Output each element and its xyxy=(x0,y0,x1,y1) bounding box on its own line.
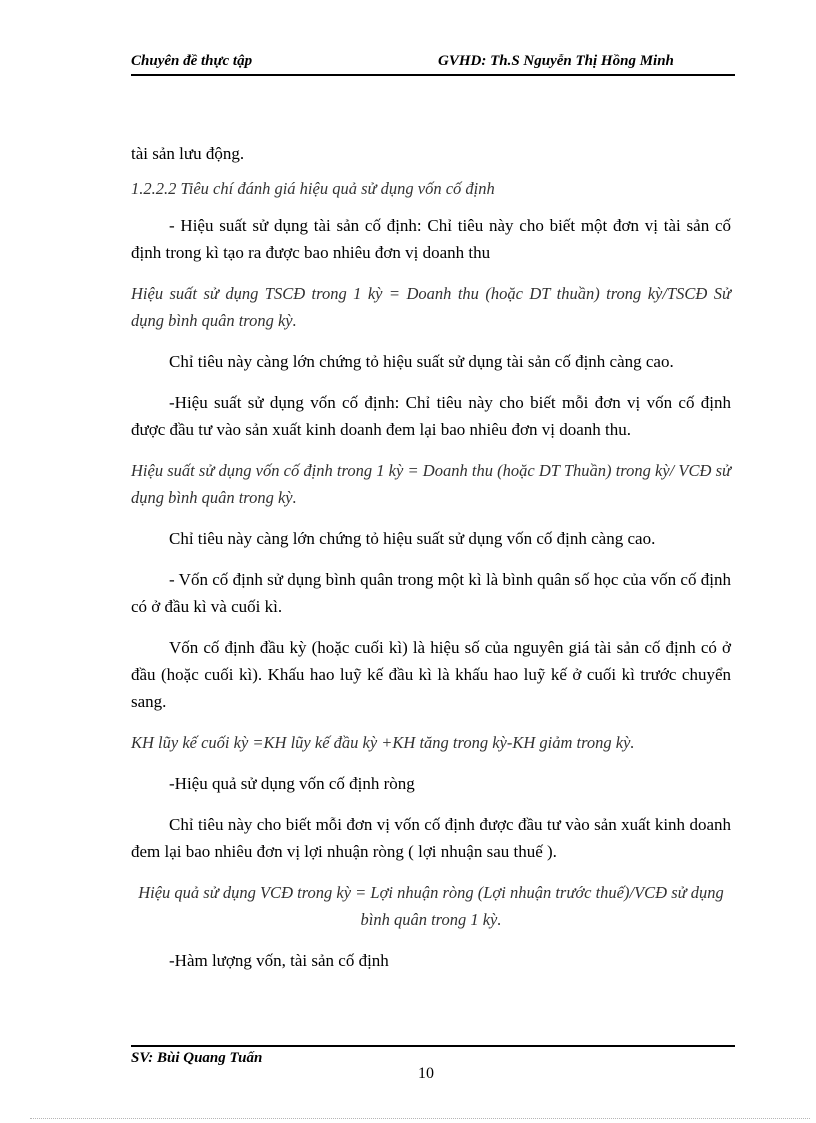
formula: Hiệu suất sử dụng TSCĐ trong 1 kỳ = Doanh thu (hoặc DT thuần) trong kỳ/TSCĐ Sử dụng bình quân trong kỳ. xyxy=(131,284,731,330)
paragraph: Chỉ tiêu này càng lớn chứng tỏ hiệu suất sử dụng vốn cố định càng cao. xyxy=(169,529,656,548)
footer-dotted-line xyxy=(30,1118,810,1120)
footer-divider xyxy=(131,1045,735,1047)
paragraph: - Vốn cố định sử dụng bình quân trong một kì là bình quân số học của vốn cố định có ở đầu kì và cuối kì. xyxy=(131,570,731,616)
formula: Hiệu quả sử dụng VCĐ trong kỳ = Lợi nhuận ròng (Lợi nhuận trước thuế)/VCĐ sử dụng bình quân trong 1 kỳ. xyxy=(138,883,724,929)
header-divider xyxy=(131,74,735,76)
formula: Hiệu suất sử dụng vốn cố định trong 1 kỳ = Doanh thu (hoặc DT Thuần) trong kỳ/ VCĐ sử dụng bình quân trong kỳ. xyxy=(131,461,731,507)
paragraph: -Hiệu quả sử dụng vốn cố định ròng xyxy=(169,774,415,793)
paragraph: tài sản lưu động. xyxy=(131,144,245,163)
page-header xyxy=(131,50,735,72)
footer-student: SV: Bùi Quang Tuấn xyxy=(131,1050,263,1066)
paragraph: Chỉ tiêu này càng lớn chứng tỏ hiệu suất sử dụng tài sản cố định càng cao. xyxy=(169,352,674,371)
page-number: 10 xyxy=(418,1065,434,1082)
paragraph: -Hàm lượng vốn, tài sản cố định xyxy=(169,951,389,970)
paragraph: Vốn cố định đầu kỳ (hoặc cuối kì) là hiệu số của nguyên giá tài sản cố định có ở đầu (hoặc cuối kì). Khấu hao luỹ kế đầu kì là khấu hao luỹ kế ở cuối kì trước chuyển sang. xyxy=(131,638,731,711)
section-heading: 1.2.2.2 Tiêu chí đánh giá hiệu quả sử dụng vốn cố định xyxy=(131,179,495,198)
paragraph: - Hiệu suất sử dụng tài sản cố định: Chỉ tiêu này cho biết một đơn vị tài sản cố định trong kì tạo ra được bao nhiêu đơn vị doanh thu xyxy=(131,216,731,262)
formula: KH lũy kế cuối kỳ =KH lũy kế đầu kỳ +KH tăng trong kỳ-KH giảm trong kỳ. xyxy=(131,733,635,752)
header-supervisor: GVHD: Th.S Nguyễn Thị Hồng Minh xyxy=(438,53,674,69)
document-body xyxy=(131,140,731,988)
header-title: Chuyên đề thực tập xyxy=(131,53,253,69)
paragraph: Chỉ tiêu này cho biết mỗi đơn vị vốn cố định được đầu tư vào sản xuất kinh doanh đem lại bao nhiêu đơn vị lợi nhuận ròng ( lợi nhuận sau thuế ). xyxy=(131,815,731,861)
paragraph: -Hiệu suất sử dụng vốn cố định: Chỉ tiêu này cho biết mỗi đơn vị vốn cố định được đầu tư vào sản xuất kinh doanh đem lại bao nhiêu đơn vị doanh thu. xyxy=(131,393,731,439)
